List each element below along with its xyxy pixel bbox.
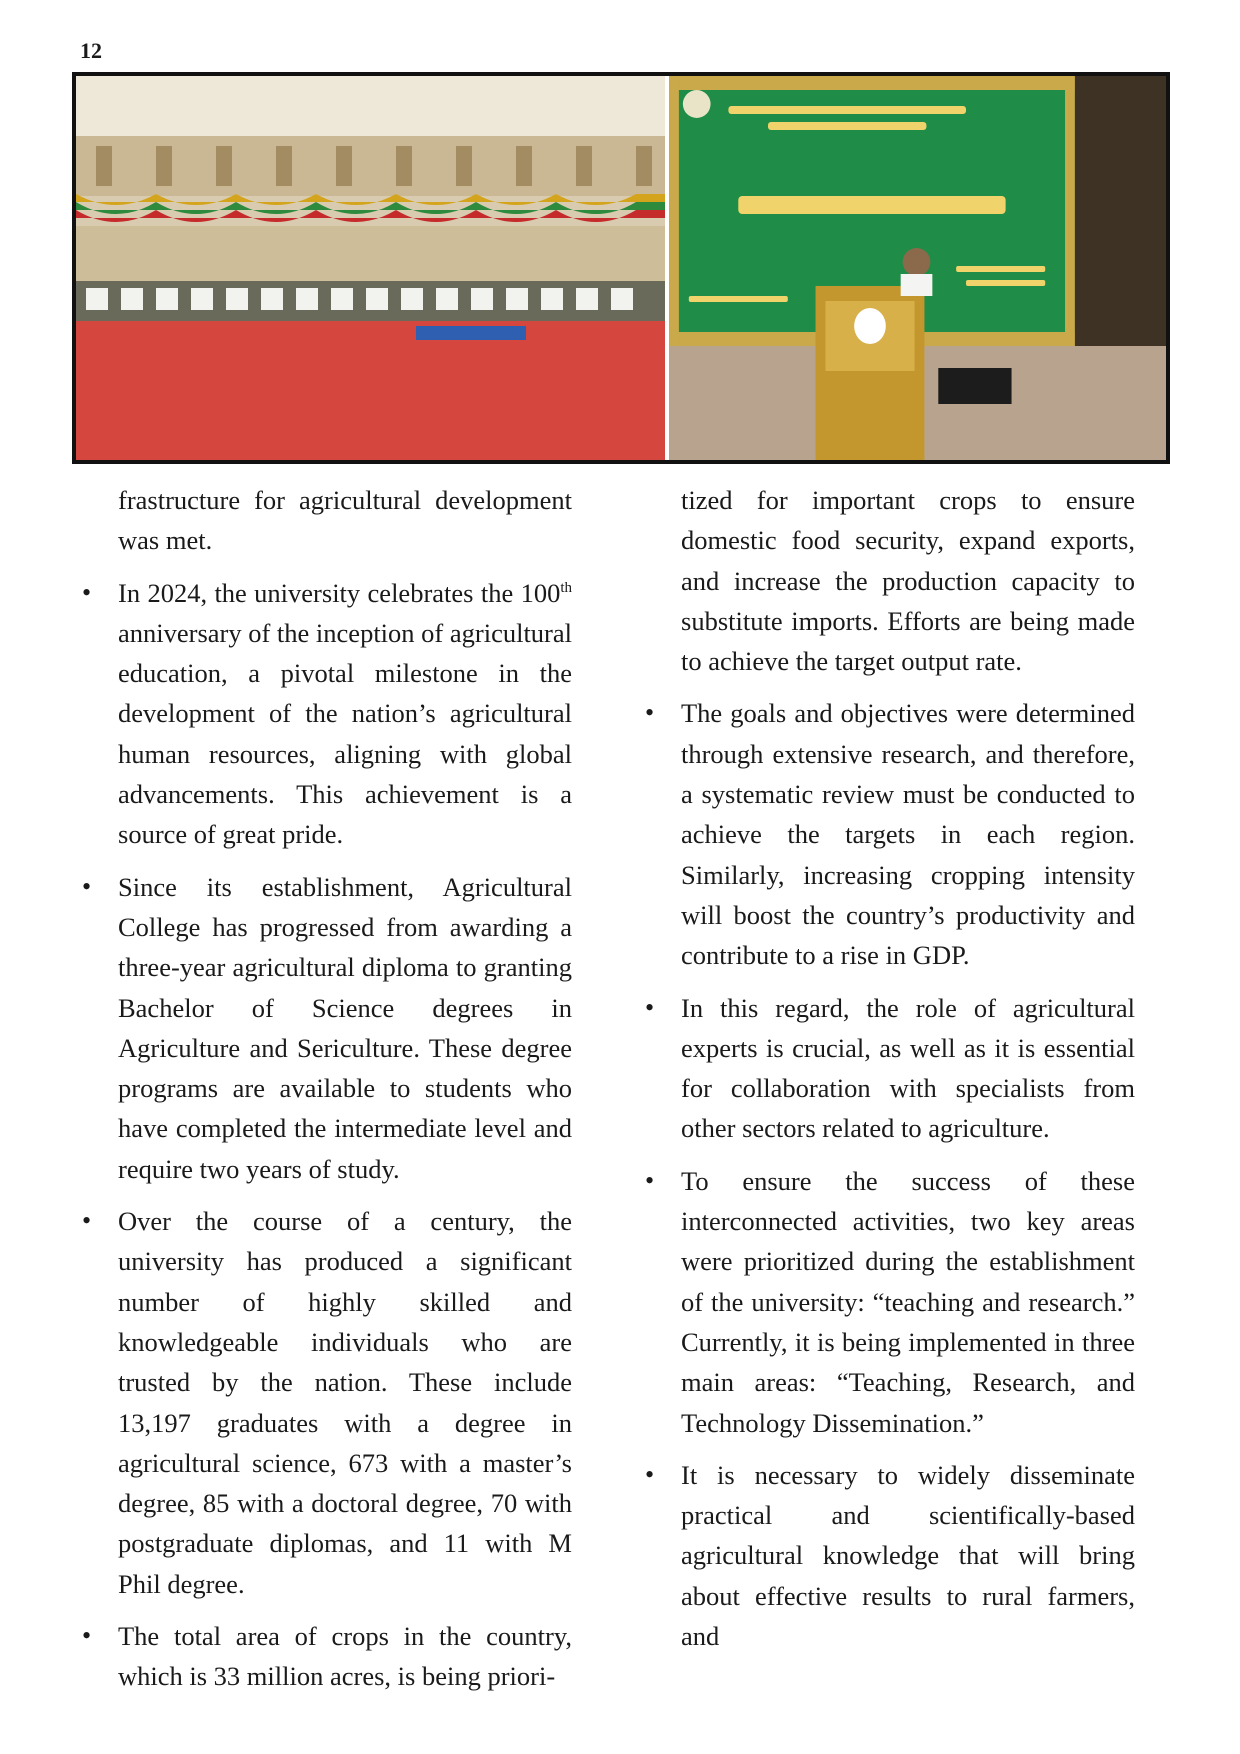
continuation-paragraph: frastructure for agricultural development was met. [118, 485, 572, 556]
auditorium-audience-photo [76, 76, 669, 460]
left-text-column [82, 480, 572, 1697]
continuation-paragraph: tized for important crops to ensure domestic food security, expand exports, and increase the production capacity to substitute imports. Efforts are being made to achieve the target output rate. [681, 485, 1135, 677]
list-item: • The goals and objectives were determined through extensive research, and therefore, a systematic review must be conducted to achieve the targets in each region. Similarly, increasing cropping intensity will boost the country’s productivity and contribute to a rise in GDP. [645, 693, 1135, 975]
list-item: • In this regard, the role of agricultural experts is crucial, as well as it is essential for collaboration with specialists from other sectors related to agriculture. [645, 988, 1135, 1149]
right-text-column [645, 480, 1135, 1656]
list-item: • Since its establishment, Agricultural College has progressed from awarding a three-year agricultural diploma to granting Bachelor of Science degrees in Agriculture and Sericulture. These degree programs are available to students who have completed the intermediate level and require two years of study. [82, 867, 572, 1189]
list-item: • In 2024, the university celebrates the 100th anniversary of the inception of agricultural education, a pivotal milestone in the development of the nation’s agricultural human resources, aligning with global advancements. This achievement is a source of great pride. [82, 573, 572, 855]
list-item: • It is necessary to widely disseminate practical and scientifically-based agricultural knowledge that will bring about effective results to rural farmers, and [645, 1455, 1135, 1656]
page-number: 12 [80, 38, 102, 63]
speaker-at-podium-photo [669, 76, 1166, 460]
list-item: • Over the course of a century, the university has produced a significant number of highly skilled and knowledgeable individuals who are trusted by the nation. These include 13,197 graduates with a degree in agricultural science, 673 with a master’s degree, 85 with a doctoral degree, 70 with postgraduate diplomas, and 11 with M Phil degree. [82, 1201, 572, 1604]
list-item: • To ensure the success of these interconnected activities, two key areas were prioritized during the establishment of the university: “teaching and research.” Currently, it is being implemented in three main areas: “Teaching, Research, and Technology Dissemination.” [645, 1161, 1135, 1443]
bullet-list [82, 573, 572, 1697]
bullet-list [645, 693, 1135, 1656]
photo-strip [72, 72, 1170, 464]
list-item: • The total area of crops in the country, which is 33 million acres, is being priori- [82, 1616, 572, 1697]
